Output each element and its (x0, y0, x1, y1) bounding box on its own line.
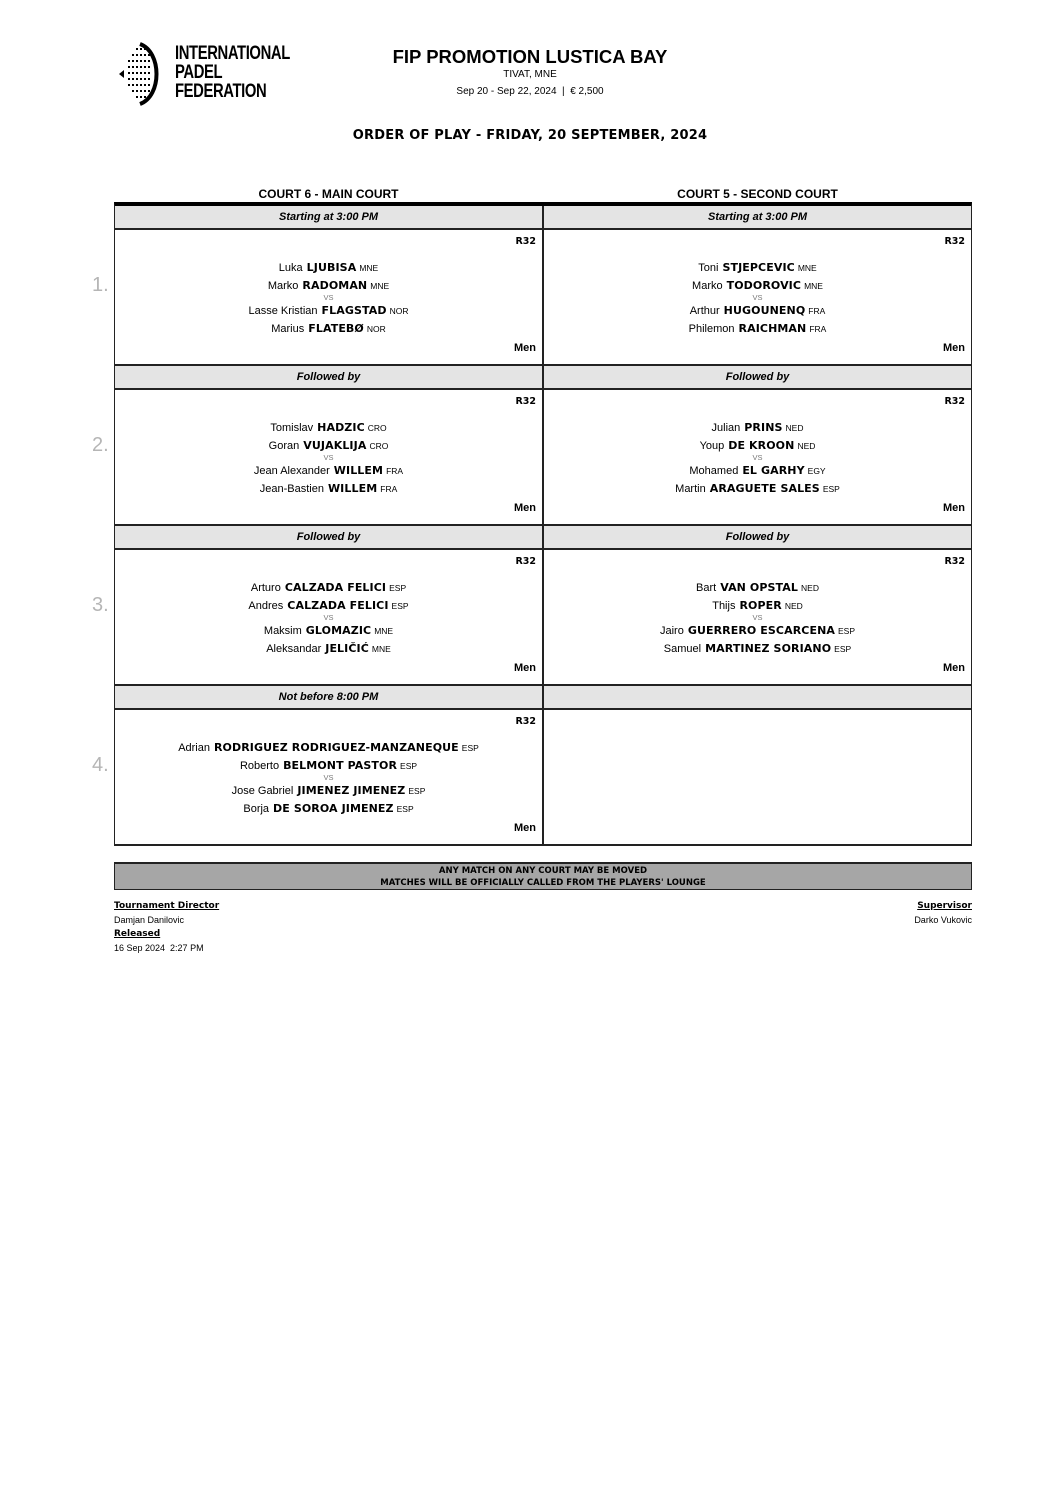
player-first-name: Philemon (688, 323, 735, 335)
director-label: Tournament Director (114, 901, 220, 911)
player-nationality: ESP (461, 743, 479, 753)
player-nationality: FRA (808, 306, 826, 316)
player-last-name: EL GARHY (742, 464, 805, 477)
player (544, 480, 971, 498)
padel-ball-icon (118, 42, 170, 106)
player-nationality: NED (784, 601, 803, 611)
time-slot-row (115, 206, 971, 230)
time-slot-row (115, 526, 971, 550)
player-nationality: ESP (400, 761, 418, 771)
round-label: R32 (944, 396, 965, 407)
time-slot-label: Followed by (542, 366, 971, 388)
match-card (115, 550, 542, 684)
player-first-name: Arturo (250, 582, 281, 594)
player-last-name: FLATEBØ (308, 322, 364, 335)
order-of-play-title: ORDER OF PLAY - FRIDAY, 20 SEPTEMBER, 2024 (352, 128, 708, 143)
player-first-name: Jean-Bastien (259, 483, 324, 495)
player-last-name: STJEPCEVIC (722, 261, 795, 274)
player-last-name: PRINS (744, 421, 783, 434)
player-first-name: Jean Alexander (253, 465, 330, 477)
player-last-name: ARAGUETE SALES (709, 482, 820, 495)
round-label: R32 (515, 716, 536, 727)
player (115, 419, 542, 437)
court-header: COURT 5 - SECOND COURT (677, 187, 838, 201)
player-nationality: ESP (391, 601, 409, 611)
supervisor-label: Supervisor (917, 901, 972, 911)
players-list (544, 259, 971, 338)
players-list (115, 579, 542, 658)
row-number: 3. (92, 594, 109, 616)
player-last-name: CALZADA FELICI (284, 581, 387, 594)
player-nationality: CRO (369, 441, 389, 451)
player-nationality: ESP (389, 583, 407, 593)
player-last-name: FLAGSTAD (321, 304, 387, 317)
time-slot-label: Starting at 3:00 PM (542, 206, 971, 228)
match-card (115, 390, 542, 524)
logo-wordmark (175, 44, 290, 101)
director-name: Damjan Danilovic (114, 915, 185, 925)
logo-line: PADEL (175, 62, 223, 83)
time-slot-label: Followed by (542, 526, 971, 548)
vs-label: VS (323, 293, 334, 302)
player-nationality: FRA (380, 484, 398, 494)
player-nationality: ESP (822, 484, 840, 494)
player-last-name: WILLEM (327, 482, 378, 495)
player-first-name: Bart (696, 582, 717, 594)
player (115, 800, 542, 818)
category-label: Men (943, 502, 965, 514)
court-header: COURT 6 - MAIN COURT (258, 187, 399, 201)
time-slot-label (542, 686, 971, 708)
signature-right (914, 899, 972, 927)
player-last-name: RODRIGUEZ RODRIGUEZ-MANZANEQUE (213, 741, 459, 754)
player-last-name: RAICHMAN (738, 322, 807, 335)
player-last-name: VUJAKLIJA (303, 439, 367, 452)
player-first-name: Tomislav (270, 422, 314, 434)
player-last-name: GLOMAZIC (305, 624, 372, 637)
player-nationality: NOR (366, 324, 386, 334)
released-label: Released (114, 929, 161, 939)
player-nationality: MNE (374, 626, 394, 636)
player-last-name: WILLEM (333, 464, 384, 477)
player (115, 622, 542, 640)
row-number: 2. (92, 434, 109, 456)
players-list (115, 419, 542, 498)
player-first-name: Jairo (659, 625, 684, 637)
tournament-title: FIP PROMOTION LUSTICA BAY (392, 46, 668, 67)
court-headers (114, 186, 972, 202)
player (115, 739, 542, 757)
released-timestamp: 16 Sep 2024 2:27 PM (114, 943, 204, 953)
category-label: Men (514, 662, 536, 674)
players-list (115, 739, 542, 818)
order-of-play-grid (114, 202, 972, 846)
row-number: 4. (92, 754, 109, 776)
notice-line: MATCHES WILL BE OFFICIALLY CALLED FROM THE PLAYERS' LOUNGE (380, 878, 706, 888)
player-first-name: Maksim (263, 625, 302, 637)
player-nationality: NED (797, 441, 816, 451)
logo-line: FEDERATION (175, 81, 267, 102)
match-card (115, 710, 542, 844)
player-last-name: GUERRERO ESCARCENA (687, 624, 835, 637)
match-row (115, 550, 971, 686)
player-last-name: CALZADA FELICI (287, 599, 389, 612)
player-nationality: ESP (396, 804, 414, 814)
match-card (542, 230, 971, 364)
players-list (115, 259, 542, 338)
player-last-name: HUGOUNENQ (723, 304, 806, 317)
row-number: 1. (92, 274, 109, 296)
player (544, 419, 971, 437)
round-label: R32 (515, 236, 536, 247)
player-nationality: ESP (408, 786, 426, 796)
player-nationality: MNE (797, 263, 817, 273)
round-label: R32 (515, 556, 536, 567)
player (115, 462, 542, 480)
player-nationality: MNE (359, 263, 379, 273)
players-list (544, 419, 971, 498)
player (544, 462, 971, 480)
match-row (115, 230, 971, 366)
vs-label: VS (752, 293, 763, 302)
player-nationality: FRA (809, 324, 827, 334)
player (115, 579, 542, 597)
player-nationality: NED (801, 583, 819, 593)
player-last-name: RADOMAN (302, 279, 368, 292)
time-slot-label: Followed by (296, 531, 361, 543)
time-slot-label: Starting at 3:00 PM (278, 211, 379, 223)
player-first-name: Toni (698, 262, 719, 274)
player-last-name: DE SOROA JIMENEZ (273, 802, 394, 815)
player-first-name: Aleksandar (266, 643, 322, 655)
logo-line: INTERNATIONAL (175, 43, 290, 64)
player-first-name: Marius (271, 323, 305, 335)
player-first-name: Mohamed (689, 465, 739, 477)
player (115, 480, 542, 498)
notice-line: ANY MATCH ON ANY COURT MAY BE MOVED (438, 866, 648, 876)
player (544, 320, 971, 338)
player (544, 640, 971, 658)
time-slot-row (115, 686, 971, 710)
player-first-name: Youp (699, 440, 725, 452)
category-label: Men (943, 662, 965, 674)
time-slot-label: Not before 8:00 PM (278, 691, 379, 703)
notice-banner (114, 862, 972, 890)
player (115, 320, 542, 338)
player-last-name: ROPER (739, 599, 782, 612)
player (544, 302, 971, 320)
match-row (115, 710, 971, 844)
player-first-name: Jose Gabriel (231, 785, 294, 797)
empty-match-cell (542, 710, 971, 844)
category-label: Men (514, 822, 536, 834)
player (115, 259, 542, 277)
category-label: Men (514, 502, 536, 514)
player-first-name: Adrian (178, 742, 210, 754)
player-last-name: TODOROVIC (726, 279, 802, 292)
category-label: Men (943, 342, 965, 354)
player-first-name: Thijs (712, 600, 736, 612)
player-nationality: FRA (386, 466, 404, 476)
player-last-name: JELIČIĆ (325, 642, 369, 655)
player-first-name: Marko (692, 280, 723, 292)
player (115, 302, 542, 320)
match-card (542, 550, 971, 684)
player-first-name: Arthur (689, 305, 720, 317)
time-slot-label: Followed by (296, 371, 361, 383)
fip-logo (118, 42, 288, 106)
player-nationality: MNE (804, 281, 823, 291)
player-last-name: LJUBISA (306, 261, 357, 274)
player-first-name: Borja (243, 803, 270, 815)
match-card (115, 230, 542, 364)
player-last-name: HADZIC (317, 421, 365, 434)
player-first-name: Julian (711, 422, 741, 434)
player-last-name: VAN OPSTAL (720, 581, 799, 594)
match-card (542, 390, 971, 524)
player-first-name: Martin (675, 483, 706, 495)
player-nationality: EGY (807, 466, 826, 476)
player-first-name: Marko (267, 280, 299, 292)
vs-label: VS (323, 773, 334, 782)
vs-label: VS (752, 613, 763, 622)
match-row (115, 390, 971, 526)
player-first-name: Goran (268, 440, 300, 452)
player-first-name: Lasse Kristian (248, 305, 318, 317)
player-last-name: BELMONT PASTOR (283, 759, 398, 772)
player-nationality: CRO (367, 423, 387, 433)
player-first-name: Luka (278, 262, 303, 274)
player-last-name: DE KROON (728, 439, 795, 452)
vs-label: VS (752, 453, 763, 462)
round-label: R32 (515, 396, 536, 407)
player (115, 782, 542, 800)
vs-label: VS (323, 613, 334, 622)
player-first-name: Andres (248, 600, 284, 612)
player-first-name: Samuel (663, 643, 702, 655)
supervisor-name: Darko Vukovic (914, 915, 972, 925)
player (115, 640, 542, 658)
vs-label: VS (323, 453, 334, 462)
time-slot-row (115, 366, 971, 390)
tournament-location: TIVAT, MNE (503, 69, 557, 80)
player (544, 259, 971, 277)
player-nationality: NOR (389, 306, 409, 316)
tournament-dates-prize: Sep 20 - Sep 22, 2024 | € 2,500 (456, 86, 604, 97)
round-label: R32 (944, 236, 965, 247)
players-list (544, 579, 971, 658)
player-last-name: MARTINEZ SORIANO (705, 642, 832, 655)
player (544, 579, 971, 597)
player-nationality: ESP (838, 626, 856, 636)
tournament-header (330, 46, 730, 98)
round-label: R32 (944, 556, 965, 567)
player (544, 622, 971, 640)
player-nationality: NED (785, 423, 804, 433)
player-nationality: ESP (834, 644, 852, 654)
category-label: Men (514, 342, 536, 354)
player-last-name: JIMENEZ JIMENEZ (297, 784, 406, 797)
signature-left (114, 899, 219, 955)
player-first-name: Roberto (239, 760, 280, 772)
player-nationality: MNE (371, 644, 391, 654)
player-nationality: MNE (370, 281, 390, 291)
